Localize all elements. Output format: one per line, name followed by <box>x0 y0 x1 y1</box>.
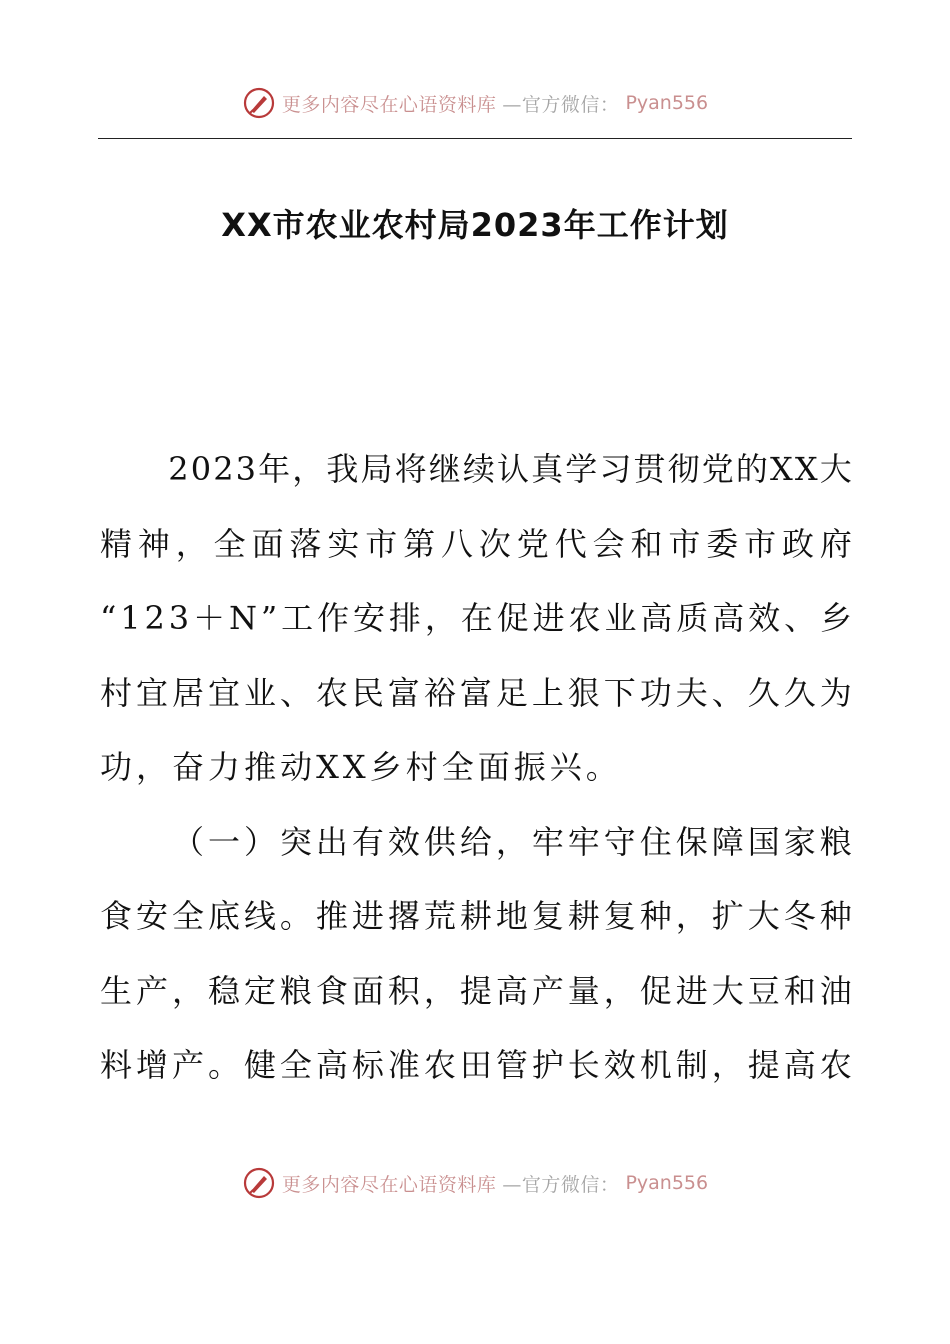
body-line: 村 宜 居 宜 业 、 农 民 富 裕 富 足 上 狠 下 功 夫 、 久 久 为 <box>100 673 852 712</box>
page-footer-watermark <box>0 1158 950 1208</box>
watermark-text: 更多内容尽在心语资料库 <box>281 93 497 116</box>
body-line: 精 神 ， 全 面 落 实 市 第 八 次 党 代 会 和 市 委 市 政 府 <box>100 524 852 563</box>
watermark-wechat-label: —官方微信： <box>502 1173 620 1196</box>
header-rule <box>98 138 852 139</box>
page-header-watermark <box>0 78 950 128</box>
body-line: 生 产 ， 稳 定 粮 食 面 积 ， 提 高 产 量 ， 促 进 大 豆 和 油 <box>100 971 852 1010</box>
watermark-wechat-id: Pyan556 <box>625 92 709 114</box>
watermark-text: 更多内容尽在心语资料库 <box>281 1173 497 1196</box>
body-line: 2 0 2 3 年 ， 我 局 将 继 续 认 真 学 习 贯 彻 党 的 X X 大 <box>168 450 852 488</box>
watermark <box>242 1166 708 1200</box>
body-line: “ 1 2 3 ＋ N ” 工 作 安 排 ， 在 促 进 农 业 高 质 高 效 、 乡 <box>100 599 852 637</box>
document-body <box>100 432 852 1103</box>
document-title: XX市农业农村局2023年工作计划 <box>221 206 729 244</box>
watermark <box>242 86 708 120</box>
pen-logo-icon <box>242 1166 276 1200</box>
pen-logo-icon <box>242 86 276 120</box>
watermark-wechat-id: Pyan556 <box>625 1172 709 1194</box>
body-line: 功 ， 奋 力 推 动 X X 乡 村 全 面 振 兴 。 <box>100 748 622 786</box>
watermark-wechat-label: —官方微信： <box>502 93 620 116</box>
body-line: （ 一 ） 突 出 有 效 供 给 ， 牢 牢 守 住 保 障 国 家 粮 <box>171 822 852 861</box>
body-line: 食 安 全 底 线 。 推 进 撂 荒 耕 地 复 耕 复 种 ， 扩 大 冬 种 <box>100 897 852 935</box>
body-line: 料 增 产 。 健 全 高 标 准 农 田 管 护 长 效 机 制 ， 提 高 农 <box>100 1046 852 1084</box>
